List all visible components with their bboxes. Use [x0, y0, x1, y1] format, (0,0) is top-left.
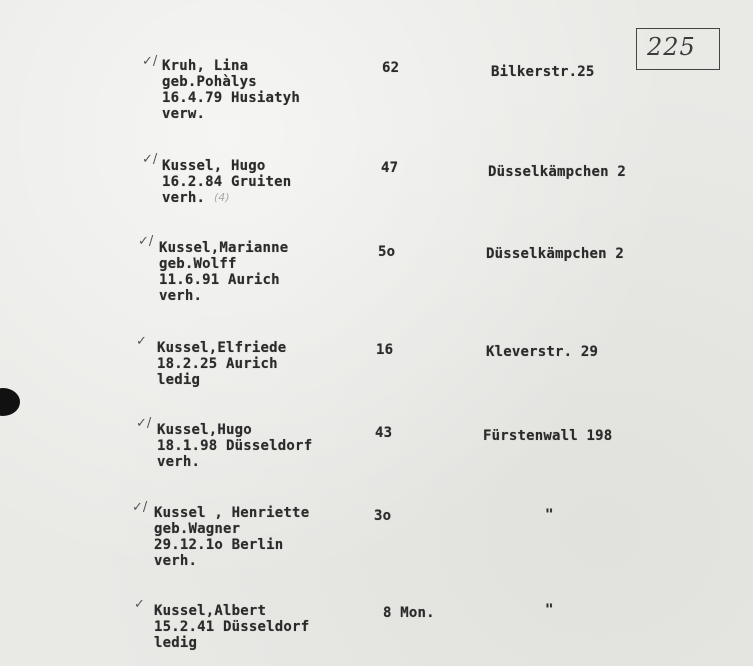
entry-name-block — [154, 603, 309, 651]
name-line: geb.Pohàlys — [162, 74, 257, 90]
entry-name-block — [154, 505, 309, 569]
entry-name-block — [157, 340, 286, 388]
entry-address: Düsselkämpchen 2 — [488, 164, 627, 180]
name-line: Kruh, Lina — [162, 58, 249, 74]
check-mark-icon: ✓/ — [136, 416, 152, 431]
check-mark-icon: ✓/ — [142, 54, 158, 69]
entry-address-ditto: " — [545, 602, 554, 618]
check-mark-icon: ✓ — [134, 597, 145, 612]
pencil-margin-note: (4) — [214, 191, 230, 204]
entry-age: 5o — [378, 244, 396, 260]
punch-hole — [0, 388, 20, 416]
entry-age: 62 — [382, 60, 400, 76]
name-line: 29.12.1o Berlin — [154, 537, 284, 553]
name-line: 18.1.98 Düsseldorf — [157, 438, 313, 454]
name-line: 18.2.25 Aurich — [157, 356, 278, 372]
name-line: Kussel , Henriette — [154, 505, 310, 521]
name-line: verh. — [157, 454, 201, 470]
entry-age: 8 Mon. — [383, 605, 435, 621]
name-line: 15.2.41 Düsseldorf — [154, 619, 310, 635]
check-mark-icon: ✓/ — [132, 500, 148, 515]
entry-name-block — [162, 58, 300, 122]
name-line: verh. — [159, 288, 203, 304]
name-line: 16.2.84 Gruiten — [162, 174, 292, 190]
entry-age: 47 — [381, 160, 399, 176]
entry-address: Fürstenwall 198 — [483, 428, 613, 444]
check-mark-icon: ✓ — [136, 334, 147, 349]
name-line: Kussel,Marianne — [159, 240, 289, 256]
name-line: 11.6.91 Aurich — [159, 272, 280, 288]
entry-address-ditto: " — [545, 507, 554, 523]
entry-address: Düsselkämpchen 2 — [486, 246, 625, 262]
name-line: 16.4.79 Husiatyh — [162, 90, 301, 106]
name-line: Kussel, Hugo — [162, 158, 266, 174]
name-line: Kussel,Hugo — [157, 422, 252, 438]
name-line: ledig — [157, 372, 201, 388]
check-mark-icon: ✓/ — [138, 234, 154, 249]
check-mark-icon: ✓/ — [142, 152, 158, 167]
page-number-stamp — [636, 28, 720, 70]
name-line: Kussel,Albert — [154, 603, 267, 619]
entry-age: 43 — [375, 425, 393, 441]
entry-address: Bilkerstr.25 — [491, 64, 595, 80]
page-number: 225 — [647, 33, 696, 61]
name-line: geb.Wolff — [159, 256, 237, 272]
entry-name-block — [159, 240, 288, 304]
entry-age: 3o — [374, 508, 392, 524]
entry-address: Kleverstr. 29 — [486, 344, 599, 360]
name-line: verh. — [162, 190, 206, 206]
name-line: verh. — [154, 553, 198, 569]
name-line: Kussel,Elfriede — [157, 340, 287, 356]
name-line: ledig — [154, 635, 198, 651]
entry-age: 16 — [376, 342, 394, 358]
name-line: verw. — [162, 106, 206, 122]
name-line: geb.Wagner — [154, 521, 241, 537]
entry-name-block — [157, 422, 312, 470]
